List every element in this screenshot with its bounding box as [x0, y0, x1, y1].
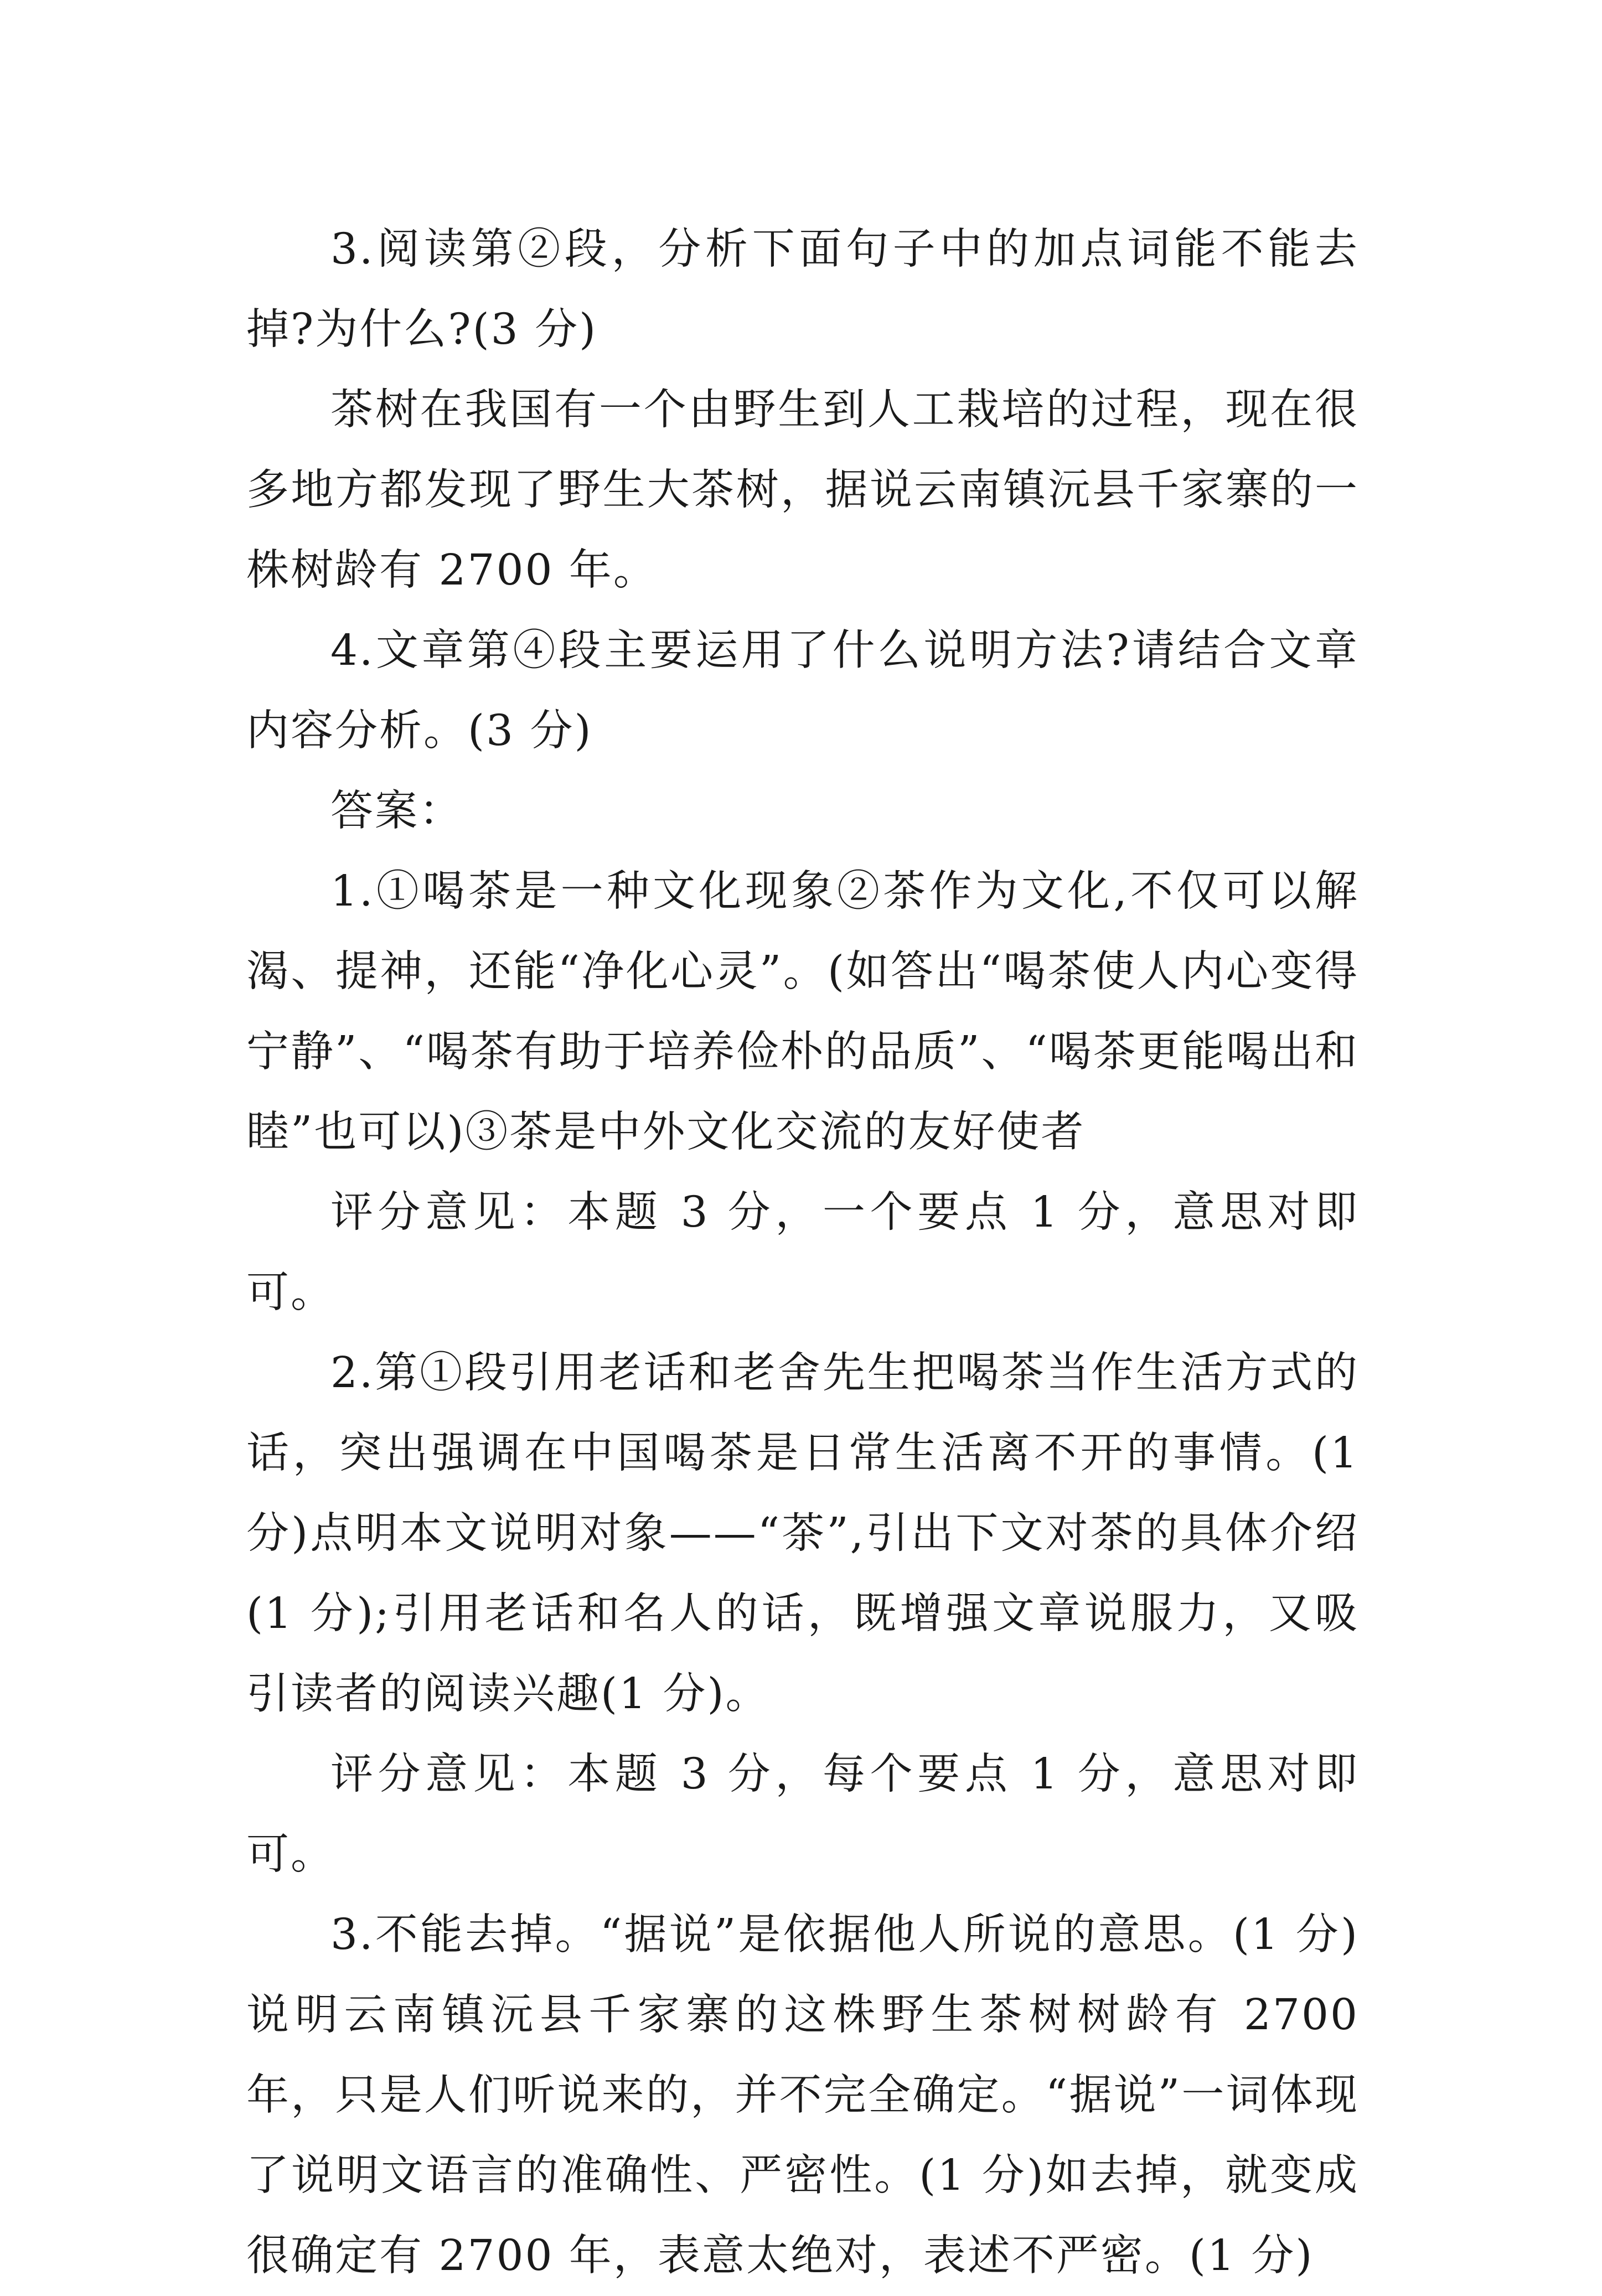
answer-2: 2.第①段引用老话和老舍先生把喝茶当作生活方式的话，突出强调在中国喝茶是日常生活离不开的事情。(1 分)点明本文说明对象——“茶”,引出下文对茶的具体介绍(1 分);引用老话和名人的话，既增强文章说服力，又吸引读者的阅读兴趣(1 分)。: [246, 1348, 1359, 1719]
document-body: [246, 209, 1359, 2296]
quoted-sentence: 茶树在我国有一个由野生到人工栽培的过程，现在很多地方都发现了野生大茶树，据说云南镇沅县千家寨的一株树龄有 2700 年。: [246, 385, 1359, 595]
answer-3: 3.不能去掉。“据说”是依据他人所说的意思。(1 分)说明云南镇沅县千家寨的这株野生茶树树龄有 2700 年，只是人们听说来的，并不完全确定。“据说”一词体现了说明文语言的准确性、严密性。(1 分)如去掉，就变成很确定有 2700 年，表意太绝对，表述不严密。(1 分): [246, 1910, 1359, 2281]
question-3: 3.阅读第②段，分析下面句子中的加点词能不能去掉?为什么?(3 分): [246, 225, 1359, 354]
scoring-note-2: 评分意见：本题 3 分，每个要点 1 分，意思对即可。: [246, 1750, 1359, 1879]
question-4: 4.文章第④段主要运用了什么说明方法?请结合文章内容分析。(3 分): [246, 626, 1359, 756]
answers-heading: 答案：: [330, 787, 463, 836]
scoring-note-1: 评分意见：本题 3 分，一个要点 1 分，意思对即可。: [246, 1188, 1359, 1317]
answer-1: 1.①喝茶是一种文化现象②茶作为文化,不仅可以解渴、提神，还能“净化心灵”。(如答出“喝茶使人内心变得宁静”、“喝茶有助于培养俭朴的品质”、“喝茶更能喝出和睦”也可以)③茶是中外文化交流的友好使者: [246, 867, 1359, 1157]
